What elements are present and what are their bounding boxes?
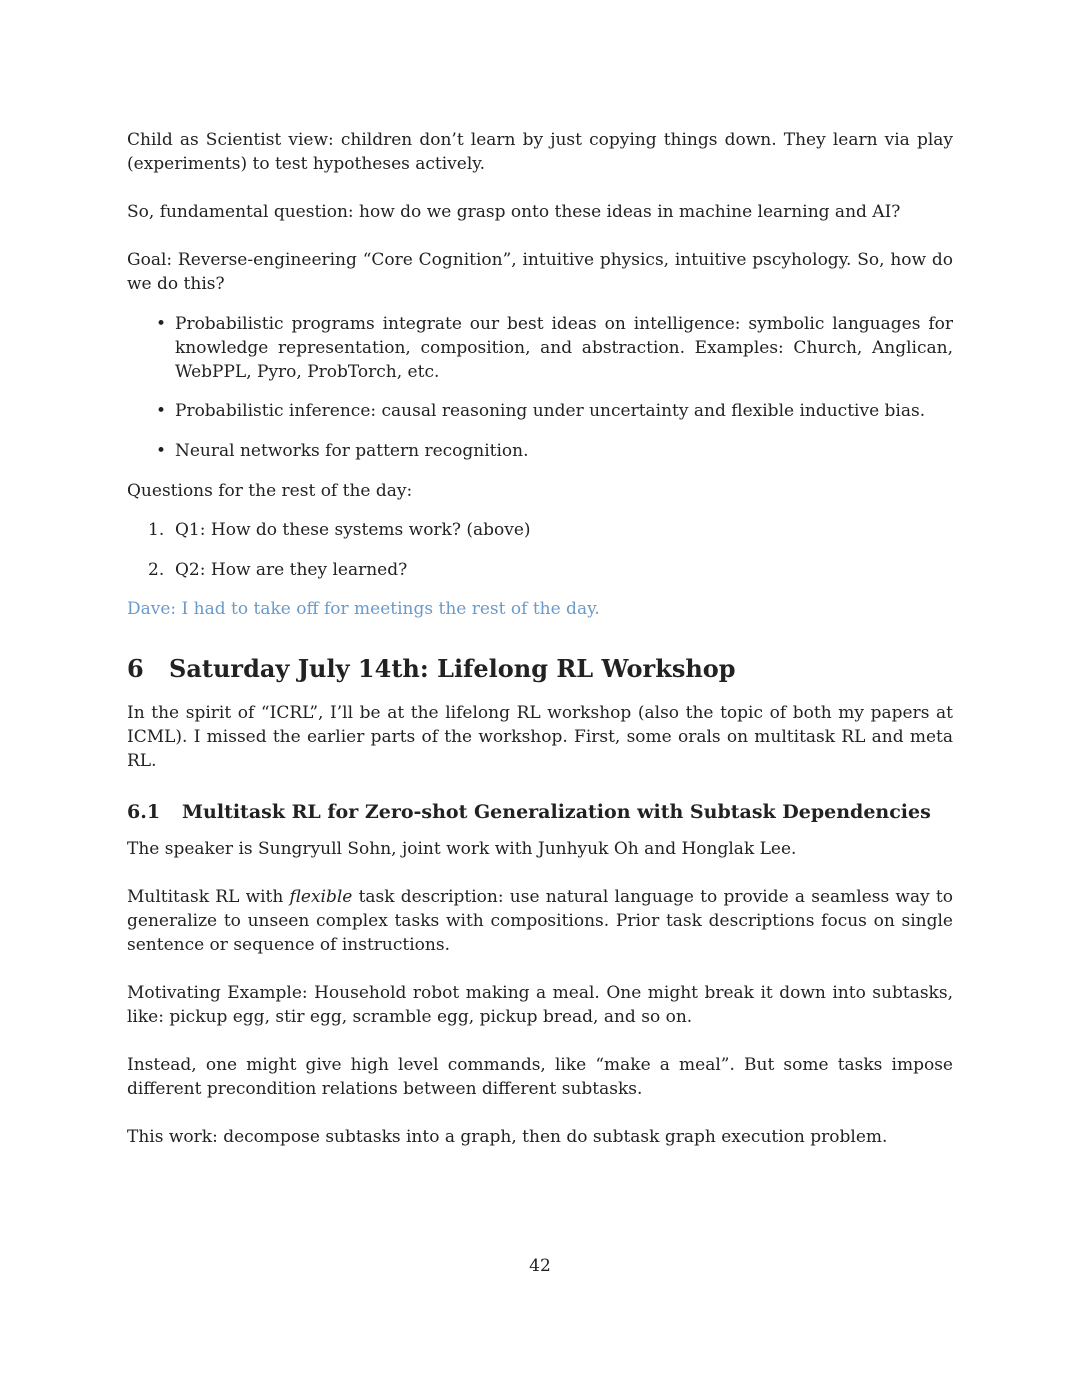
bullet-item-probabilistic-programs: Probabilistic programs integrate our best ideas on intelligence: symbolic languages for knowledge representation, composition, and abstraction. Examples: Church, Anglican, WebPPL, Pyro, ProbTorch, etc.	[175, 314, 953, 382]
subsection-title: Multitask RL for Zero-shot Generalization with Subtask Dependencies	[182, 801, 931, 823]
subsection-number: 6.1	[127, 801, 161, 823]
multitask-emphasis: flexible	[289, 887, 353, 907]
bullet-item-neural-networks: Neural networks for pattern recognition.	[175, 441, 529, 461]
bullet-marker: •	[156, 314, 167, 334]
bullet-marker: •	[156, 441, 167, 461]
page-number: 42	[529, 1256, 551, 1276]
enum-marker: 2.	[148, 560, 165, 580]
section-number: 6	[127, 654, 144, 683]
paragraph-goal: Goal: Reverse-engineering “Core Cognition”, intuitive physics, intuitive pscyhology. So, how do we do this?	[127, 250, 953, 294]
bullet-marker: •	[156, 401, 167, 421]
section-title: Saturday July 14th: Lifelong RL Workshop	[169, 654, 736, 683]
section-heading	[127, 654, 953, 684]
multitask-text-pre: Multitask RL with	[127, 887, 290, 907]
paragraph-speaker: The speaker is Sungryull Sohn, joint work with Junhyuk Oh and Honglak Lee.	[127, 839, 797, 859]
paragraph-child-as-scientist: Child as Scientist view: children don’t learn by just copying things down. They learn via play (experiments) to test hypotheses actively.	[127, 130, 953, 174]
paragraph-instead: Instead, one might give high level commands, like “make a meal”. But some tasks impose different precondition relations between different subtasks.	[127, 1055, 953, 1099]
enum-item-q1: Q1: How do these systems work? (above)	[175, 520, 531, 540]
paragraph-section-intro: In the spirit of “ICRL”, I’ll be at the lifelong RL workshop (also the topic of both my papers at ICML). I missed the earlier parts of the workshop. First, some orals on multitask RL and meta RL.	[127, 703, 953, 771]
paragraph-fundamental-question: So, fundamental question: how do we grasp onto these ideas in machine learning and AI?	[127, 202, 901, 222]
paragraph-multitask-rl	[127, 885, 953, 957]
paragraph-questions-intro: Questions for the rest of the day:	[127, 481, 413, 501]
paragraph-motivating-example: Motivating Example: Household robot making a meal. One might break it down into subtasks, like: pickup egg, stir egg, scramble egg, pickup bread, and so on.	[127, 983, 953, 1027]
bullet-item-probabilistic-inference: Probabilistic inference: causal reasoning under uncertainty and flexible inductive bias.	[175, 401, 926, 421]
subsection-heading	[127, 799, 953, 825]
multitask-text-post: task description: use natural language to provide a seamless way to generalize to unseen complex tasks with compositions. Prior task descriptions focus on single sentence or sequence of instructions.	[127, 887, 953, 955]
dave-note: Dave: I had to take off for meetings the rest of the day.	[127, 599, 600, 619]
paragraph-this-work: This work: decompose subtasks into a graph, then do subtask graph execution problem.	[127, 1127, 888, 1147]
enum-marker: 1.	[148, 520, 165, 540]
enum-item-q2: Q2: How are they learned?	[175, 560, 408, 580]
